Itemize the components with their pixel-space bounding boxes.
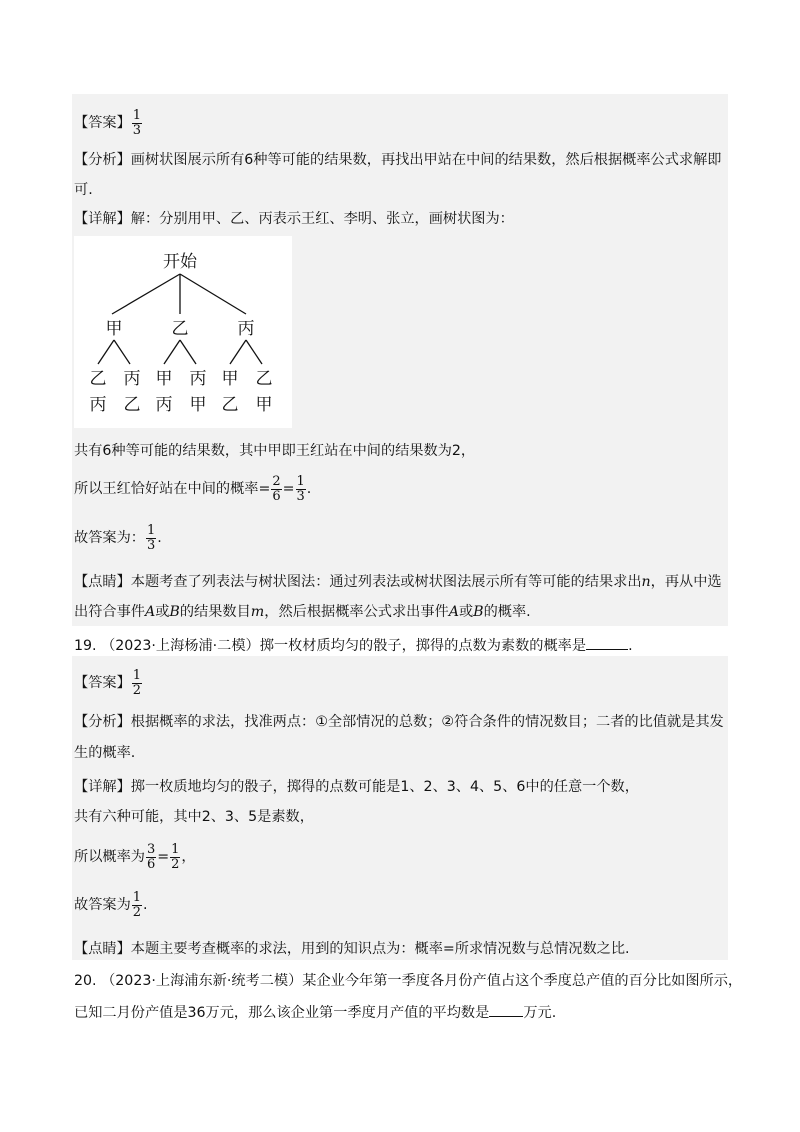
variable-n: n [641, 574, 651, 590]
answer-label: 【答案】 [74, 115, 131, 131]
tree-branch [112, 274, 180, 314]
equals-sign: = [157, 849, 170, 865]
comment-18-line2: 出符合事件A或B的结果数目m，然后根据概率公式求出事件A或B的概率. [74, 604, 531, 620]
total-outcomes-19 [74, 807, 314, 827]
tree-level1-node: 丙 [237, 319, 255, 339]
tree-level3-node: 甲 [255, 395, 273, 415]
fraction: $\frac{1}{2}$ [171, 841, 180, 872]
tree-level3-node: 丙 [155, 395, 173, 415]
prob-prefix: 所以概率为 [74, 849, 145, 865]
tree-branch [164, 340, 180, 364]
tree-diagram-svg [74, 236, 292, 428]
detail-label: 【详解】 [74, 779, 131, 795]
answer-label: 【答案】 [74, 675, 131, 691]
final-answer-19: 故答案为 $\frac{1}{2}$ . [74, 889, 148, 920]
answer-blank[interactable] [586, 635, 628, 650]
probability-19: 所以概率为 $\frac{3}{6}$ = $\frac{1}{2}$ ， [74, 841, 196, 872]
question-source: （2023·上海浦东新·统考二模） [101, 973, 303, 989]
tree-branch [114, 340, 130, 364]
fraction: $\frac{1}{2}$ [132, 889, 142, 920]
variable-m: m [250, 604, 265, 620]
tree-branch [246, 340, 262, 364]
comment-18-line1: 【点睛】本题考查了列表法与树状图法：通过列表法或树状图法展示所有等可能的结果求出n，再从中选 [74, 574, 722, 590]
tree-level3-node: 乙 [123, 395, 141, 415]
fraction: $\frac{1}{3}$ [296, 473, 305, 504]
analysis-text: 根据概率的求法，找准两点：①全部情况的总数；②符合条件的情况数目；二者的比值就是其发 [130, 714, 724, 730]
tree-level1-node: 乙 [171, 319, 189, 339]
analysis-19-line1 [74, 712, 724, 732]
question-text: 掷一枚材质均匀的骰子，掷得的点数为素数的概率是 [259, 638, 587, 654]
analysis-label: 【分析】 [74, 714, 131, 730]
tree-branch [180, 340, 196, 364]
tree-level3-node: 甲 [189, 395, 207, 415]
question-number: 19. [74, 638, 97, 654]
variable-B: B [473, 604, 484, 620]
tree-diagram [74, 236, 292, 428]
tree-level2-node: 甲 [221, 369, 239, 389]
detail-text: 解：分别用甲、乙、丙表示王红、李明、张立，画树状图为： [130, 211, 514, 227]
fraction: $\frac{2}{6}$ [272, 473, 281, 504]
period: . [157, 530, 162, 546]
comment-label: 【点睛】 [74, 574, 131, 590]
fraction: $\frac{3}{6}$ [146, 841, 156, 872]
analysis-text-cont: 生的概率. [74, 745, 136, 761]
tree-level2-node: 乙 [255, 369, 273, 389]
tree-branch [180, 274, 246, 314]
variable-B: B [169, 604, 180, 620]
total-text: 共有6种等可能的结果数，其中甲即王红站在中间的结果数为2， [74, 443, 476, 459]
prob-prefix: 所以王红恰好站在中间的概率 [74, 481, 259, 497]
total-outcomes-18 [74, 441, 475, 461]
comment-19 [74, 939, 630, 959]
analysis-18-line1 [74, 150, 721, 170]
tree-level3-node: 乙 [221, 395, 239, 415]
tree-level3-node: 丙 [89, 395, 107, 415]
answer-prefix: 故答案为 [74, 897, 131, 913]
answer-prefix: 故答案为： [74, 530, 145, 546]
probability-18 [74, 472, 311, 506]
period: . [306, 481, 312, 497]
question-20-line1 [74, 971, 742, 991]
analysis-18-line2 [74, 180, 93, 200]
comment-text: 本题主要考查概率的求法，用到的知识点为：概率=所求情况数与总情况数之比. [130, 941, 630, 957]
variable-A: A [144, 604, 156, 620]
analysis-text: 画树状图展示所有6种等可能的结果数，再找出甲站在中间的结果数，然后根据概率公式求解即 [130, 152, 722, 168]
final-answer-18 [74, 521, 162, 555]
answer-19 [74, 666, 143, 700]
answer-18 [74, 106, 143, 140]
tree-level2-node: 甲 [155, 369, 173, 389]
question-19: 19. （2023·上海杨浦·二模）掷一枚材质均匀的骰子，掷得的点数为素数的概率是 . [74, 635, 633, 655]
total-text: 共有六种可能，其中2、3、5是素数， [74, 809, 314, 825]
tree-branch [98, 340, 114, 364]
analysis-label: 【分析】 [74, 152, 131, 168]
tree-level2-node: 丙 [123, 369, 141, 389]
tree-level2-node: 丙 [189, 369, 207, 389]
detail-text: 掷一枚质地均匀的骰子，掷得的点数可能是1、2、3、4、5、6中的任意一个数， [130, 779, 639, 795]
question-number: 20. [74, 973, 97, 989]
answer-blank[interactable] [489, 1002, 523, 1017]
detail-label: 【详解】 [74, 211, 131, 227]
equals-sign: = [258, 481, 271, 497]
tree-level2-node: 乙 [89, 369, 107, 389]
question-text: 某企业今年第一季度各月份产值占这个季度总产值的百分比如图所示， [302, 973, 743, 989]
question-text-cont: 已知二月份产值是36万元，那么该企业第一季度月产值的平均数是 [74, 1005, 490, 1021]
comment-label: 【点睛】 [74, 941, 131, 957]
detail-18 [74, 209, 514, 229]
fraction: $\frac{1}{3}$ [146, 522, 156, 553]
variable-A: A [448, 604, 459, 620]
equals-sign: = [282, 481, 295, 497]
tree-branch [230, 340, 246, 364]
tree-root: 开始 [163, 252, 197, 272]
detail-19 [74, 777, 639, 797]
analysis-19-line2 [74, 743, 135, 763]
question-20-line2: 已知二月份产值是36万元，那么该企业第一季度月产值的平均数是 万元. [74, 1002, 556, 1022]
analysis-text-cont: 可. [74, 182, 93, 198]
question-source: （2023·上海杨浦·二模） [101, 638, 260, 654]
answer-fraction: $\frac{1}{3}$ [132, 107, 142, 138]
tree-level1-node: 甲 [105, 319, 123, 339]
answer-fraction: $\frac{1}{2}$ [132, 667, 142, 698]
